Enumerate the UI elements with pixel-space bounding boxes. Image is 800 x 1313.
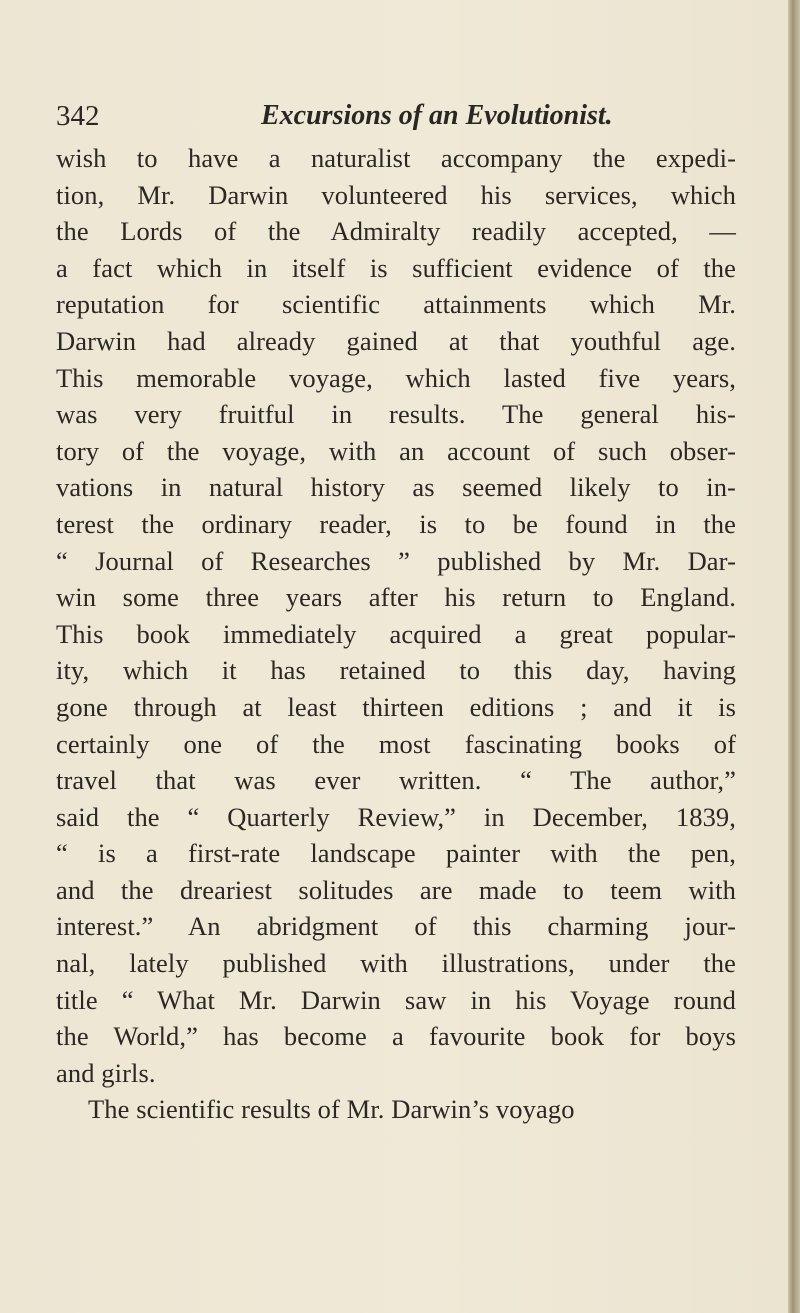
text-line: “ Journal of Researches ” published by Mr. Dar- xyxy=(56,545,736,576)
running-title: Excursions of an Evolutionist. xyxy=(261,100,613,131)
text-line: travel that was ever written. “ The author,” xyxy=(56,765,736,796)
text-line: The scientific results of Mr. Darwin’s voyago xyxy=(88,1094,575,1125)
text-line: wish to have a naturalist accompany the expedi- xyxy=(56,143,736,173)
text-line: certainly one of the most fascinating books of xyxy=(56,728,736,759)
text-line: the Lords of the Admiralty readily accepted, — xyxy=(56,216,736,247)
text-line: nal, lately published with illustrations, under the xyxy=(56,948,736,979)
text-line: reputation for scientific attainments which Mr. xyxy=(56,289,736,320)
text-line: interest.” An abridgment of this charming jour- xyxy=(56,911,736,942)
page-edge xyxy=(788,0,800,1313)
text-line: win some three years after his return to England. xyxy=(56,582,736,613)
body-text xyxy=(56,140,736,1128)
text-line: ity, which it has retained to this day, having xyxy=(56,655,736,686)
text-line: a fact which in itself is sufficient evidence of the xyxy=(56,252,736,283)
page-number: 342 xyxy=(56,100,100,132)
text-line: tory of the voyage, with an account of such obser- xyxy=(56,435,736,466)
text-line: gone through at least thirteen editions ; and it is xyxy=(56,691,736,722)
running-head xyxy=(56,100,756,140)
text-line: Darwin had already gained at that youthful age. xyxy=(56,325,736,356)
text-line: title “ What Mr. Darwin saw in his Voyage round xyxy=(56,984,736,1015)
text-line: said the “ Quarterly Review,” in December, 1839, xyxy=(56,801,736,832)
text-line: “ is a first-rate landscape painter with the pen, xyxy=(56,838,736,869)
text-line: tion, Mr. Darwin volunteered his services, which xyxy=(56,179,736,210)
text-line: terest the ordinary reader, is to be found in the xyxy=(56,508,736,539)
text-line: and the dreariest solitudes are made to teem with xyxy=(56,874,736,905)
text-line: vations in natural history as seemed likely to in- xyxy=(56,472,736,503)
text-line: This book immediately acquired a great popular- xyxy=(56,618,736,649)
text-line: was very fruitful in results. The general his- xyxy=(56,399,736,430)
text-line: and girls. xyxy=(56,1057,156,1088)
text-line: the World,” has become a favourite book for boys xyxy=(56,1021,736,1052)
text-line: This memorable voyage, which lasted five years, xyxy=(56,362,736,393)
